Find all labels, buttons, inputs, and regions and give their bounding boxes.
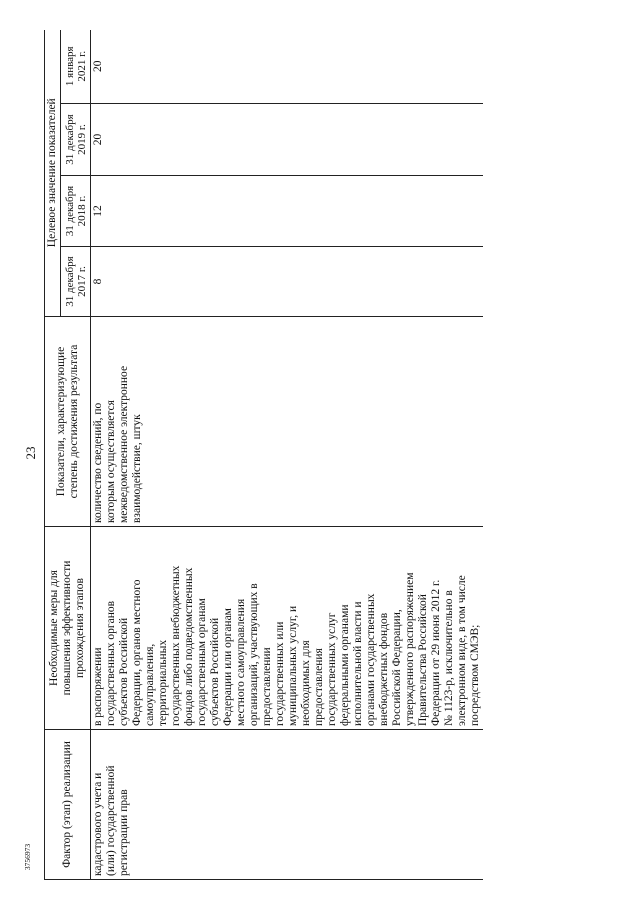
header-target-2021: 1 января 2021 г. [61, 30, 91, 104]
cell-measures: в распоряжении государственных органов субъектов Российской Федерации, органов местного самоуправления, территориальных государственных внебюджетных фондов либо подведомственных государственным органам субъектов Российской Федерации или органам местного самоуправления организаций, участвующих в предоставлении государственных или муниципальных услуг, и необходимых для предоставления государственных услуг федеральными органами исполнительной власти и органами государственных внебюджетных фондов Российской Федерации, утвержденного распоряжением Правительства Российской Федерации от 29 июня 2012 г. № 1123-р, исключительно в электронном виде, в том числе посредством СМЭВ; [91, 527, 484, 730]
cell-target-2019: 20 [91, 104, 484, 176]
indicators-table [44, 30, 483, 880]
header-factor: Фактор (этап) реализации [45, 730, 91, 880]
cell-target-2018: 12 [91, 176, 484, 247]
rotated-table-container [44, 30, 640, 880]
table-frame [44, 30, 640, 880]
header-target-values: Целевое значение показателей [45, 30, 61, 317]
header-measures: Необходимые меры для повышения эффективности прохождения этапов [45, 527, 91, 730]
cell-factor: кадастрового учета и (или) государственной регистрации прав [91, 730, 484, 880]
cell-indicators: количество сведений, по которым осуществляется межведомственное электронное взаимодействие, штук [91, 317, 484, 527]
header-indicators: Показатели, характеризующие степень достижения результата [45, 317, 91, 527]
cell-target-2021: 20 [91, 30, 484, 104]
table-row [91, 30, 484, 880]
cell-target-2017: 8 [91, 247, 484, 317]
page-number: 23 [23, 446, 38, 460]
header-target-2019: 31 декабря 2019 г. [61, 104, 91, 176]
header-target-2018: 31 декабря 2018 г. [61, 176, 91, 247]
document-id: 3756973 [23, 843, 32, 871]
header-target-2017: 31 декабря 2017 г. [61, 247, 91, 317]
